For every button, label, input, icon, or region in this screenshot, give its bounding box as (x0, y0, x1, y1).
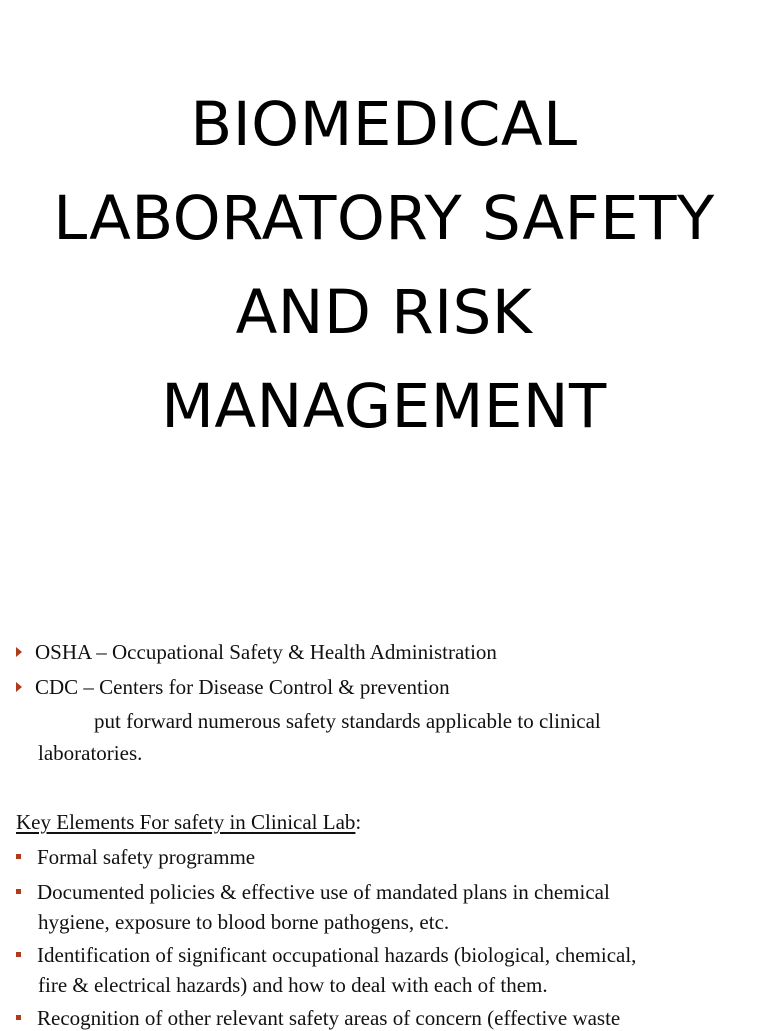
continuation-line: put forward numerous safety standards applicable to clinical (94, 709, 601, 733)
slide-title (20, 78, 748, 454)
list-item (16, 943, 636, 968)
arrow-bullet-icon (16, 647, 22, 657)
list-item-text: Documented policies & effective use of mandated plans in chemical (37, 880, 610, 904)
list-item-continuation: hygiene, exposure to blood borne pathogens, etc. (38, 910, 450, 934)
list-item (16, 845, 255, 870)
list-item-text: Formal safety programme (37, 845, 256, 869)
list-item (16, 880, 610, 905)
list-item-text: CDC – Centers for Disease Control & prevention (35, 675, 450, 699)
arrow-bullet-icon (16, 682, 22, 692)
section-heading (16, 810, 361, 835)
square-bullet-icon (16, 1015, 21, 1020)
list-item-cdc (16, 675, 450, 700)
list-item-continuation: fire & electrical hazards) and how to deal with each of them. (38, 973, 548, 997)
square-bullet-icon (16, 854, 21, 859)
list-item-text: Identification of significant occupational hazards (biological, chemical, (37, 943, 637, 967)
list-item (16, 1006, 620, 1031)
title-line: BIOMEDICAL (190, 89, 578, 160)
list-item-text: Recognition of other relevant safety areas of concern (effective waste (37, 1006, 621, 1030)
square-bullet-icon (16, 889, 21, 894)
section-heading-colon: : (355, 810, 362, 834)
square-bullet-icon (16, 952, 21, 957)
continuation-line: laboratories. (38, 741, 143, 765)
title-line: AND RISK (235, 277, 533, 348)
content-slide (0, 630, 768, 1030)
list-item-osha (16, 640, 497, 665)
title-line: MANAGEMENT (161, 371, 607, 442)
list-item-text: OSHA – Occupational Safety & Health Administration (35, 640, 497, 664)
title-line: LABORATORY SAFETY (53, 183, 715, 254)
section-heading-text: Key Elements For safety in Clinical Lab (16, 810, 356, 834)
